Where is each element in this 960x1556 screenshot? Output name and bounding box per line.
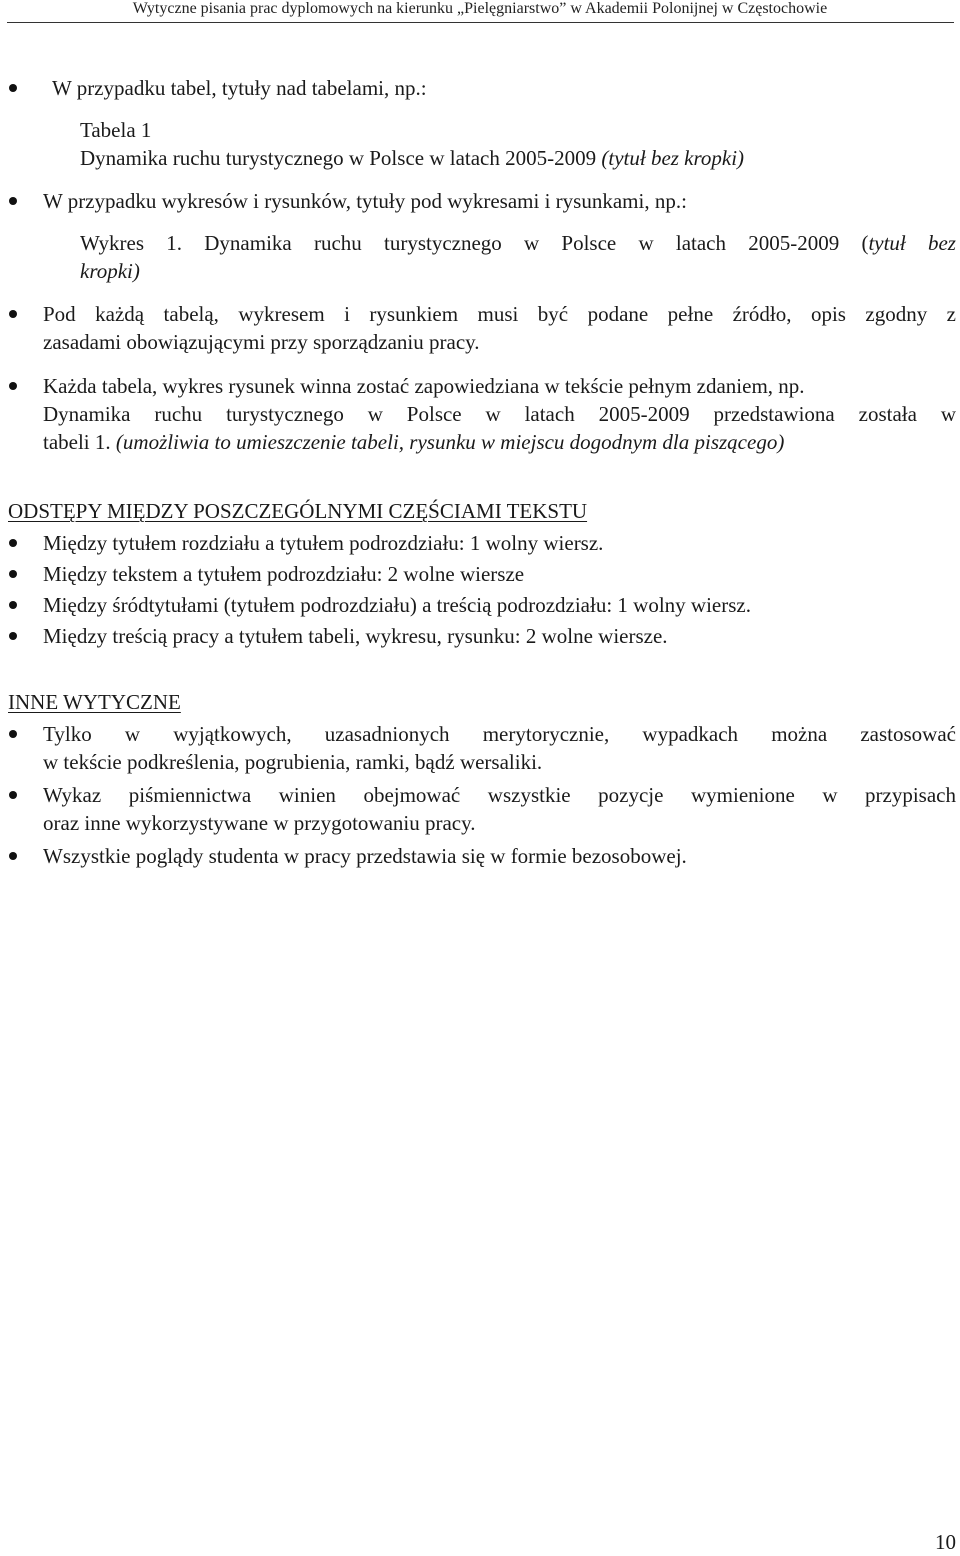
bullet-icon [9, 539, 17, 547]
list-item: Między tytułem rozdziału a tytułem podrozdziału: 1 wolny wiersz. [43, 531, 604, 555]
chart-caption-note-cont: kropki) [80, 259, 140, 283]
section-heading: INNE WYTYCZNE [8, 690, 181, 714]
list-item-cont: Dynamika ruchu turystycznego w Polsce w latach 2005-2009 przedstawiona została w [43, 402, 956, 426]
list-item: Między treścią pracy a tytułem tabeli, wykresu, rysunku: 2 wolne wiersze. [43, 624, 668, 648]
list-item: Między tekstem a tytułem podrozdziału: 2 wolne wiersze [43, 562, 525, 586]
list-item-cont [43, 430, 784, 454]
list-item: Tylko w wyjątkowych, uzasadnionych merytorycznie, wypadkach można zastosować [43, 722, 956, 746]
table-caption-note: (tytuł bez kropki) [601, 146, 745, 170]
section-heading: ODSTĘPY MIĘDZY POSZCZEGÓLNYMI CZĘŚCIAMI TEKSTU [8, 499, 588, 523]
list-item: Pod każdą tabelą, wykresem i rysunkiem musi być podane pełne źródło, opis zgodny z [43, 302, 956, 326]
list-item-cont: w tekście podkreślenia, pogrubienia, ramki, bądź wersaliki. [43, 750, 543, 774]
list-item: W przypadku tabel, tytuły nad tabelami, np.: [52, 76, 427, 100]
chart-caption [80, 231, 956, 255]
list-item: Między śródtytułami (tytułem podrozdziału) a treścią podrozdziału: 1 wolny wiersz. [43, 593, 751, 617]
chart-caption-cont [80, 259, 140, 283]
bullet-icon [9, 601, 17, 609]
header-divider [7, 22, 954, 23]
list-item-cont: oraz inne wykorzystywane w przygotowaniu pracy. [43, 811, 476, 835]
list-item-italic: (umożliwia to umieszczenie tabeli, rysunku w miejscu dogodnym dla piszącego) [115, 430, 785, 454]
chart-caption-text: Wykres 1. Dynamika ruchu turystycznego w Polsce w latach 2005-2009 ( [80, 231, 869, 255]
list-item-text: tabeli 1. [43, 430, 111, 454]
bullet-icon [9, 791, 17, 799]
chart-caption-note: tytuł bez [868, 231, 956, 255]
bullet-icon [9, 310, 17, 318]
bullet-icon [9, 632, 17, 640]
bullet-icon [9, 852, 17, 860]
list-item-cont: zasadami obowiązującymi przy sporządzaniu pracy. [43, 330, 480, 354]
table-caption-text: Dynamika ruchu turystycznego w Polsce w latach 2005-2009 [80, 146, 597, 170]
bullet-icon [9, 382, 17, 390]
list-item: Wykaz piśmiennictwa winien obejmować wszystkie pozycje wymienione w przypisach [43, 783, 956, 807]
bullet-icon [9, 84, 17, 92]
table-caption-title [80, 146, 744, 170]
list-item: W przypadku wykresów i rysunków, tytuły pod wykresami i rysunkami, np.: [43, 189, 687, 213]
list-item: Każda tabela, wykres rysunek winna zostać zapowiedziana w tekście pełnym zdaniem, np. [43, 374, 805, 398]
page-number: 10 [935, 1530, 956, 1554]
table-caption-label: Tabela 1 [80, 118, 152, 142]
running-header: Wytyczne pisania prac dyplomowych na kierunku „Pielęgniarstwo” w Akademii Polonijnej w Częstochowie [132, 0, 828, 17]
bullet-icon [9, 730, 17, 738]
list-item: Wszystkie poglądy studenta w pracy przedstawia się w formie bezosobowej. [43, 844, 687, 868]
bullet-icon [9, 570, 17, 578]
bullet-icon [9, 197, 17, 205]
